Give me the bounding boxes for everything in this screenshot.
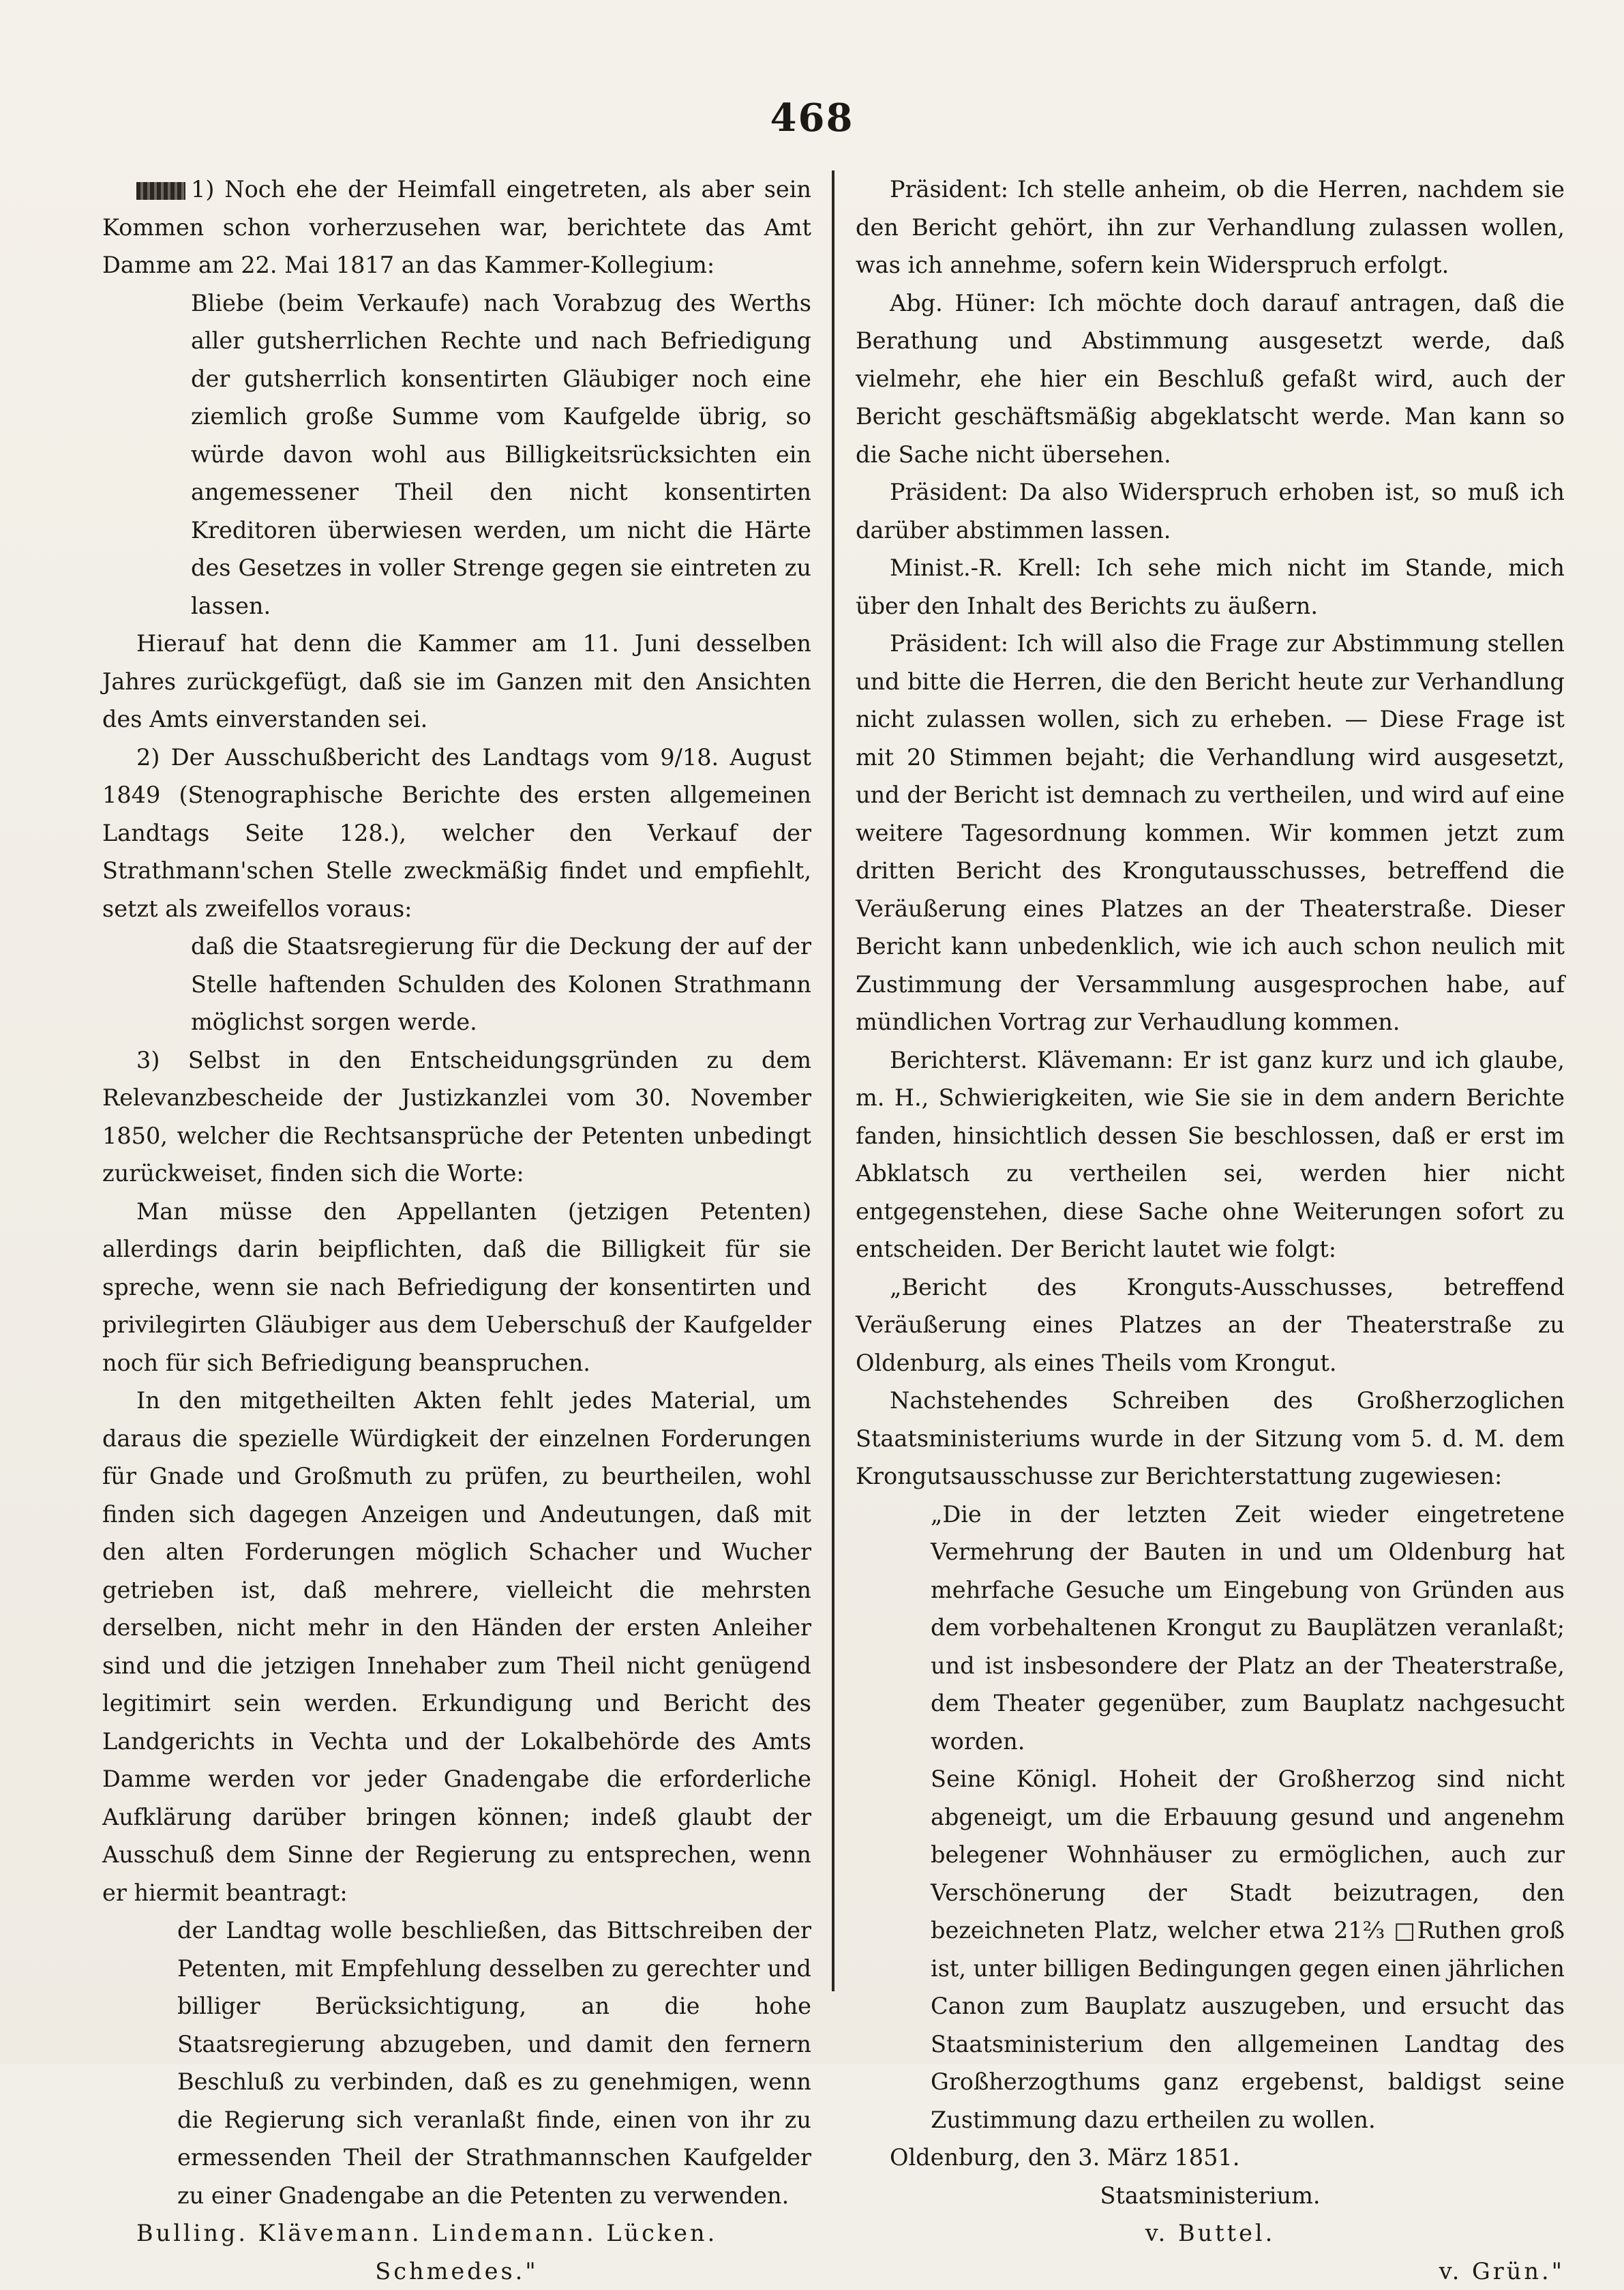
speech-paragraph: Berichterst. Klävemann: Er ist ganz kurz und ich glaube, m. H., Schwierigkeiten, wie Sie sie in dem andern Berichte fanden, hinsichtlich dessen Sie beschlossen, daß er erst im Abklatsch zu vertheilen sei, werden hier nicht entgegenstehen, diese Sache ohne Weiterungen sofort zu entscheiden. Der Bericht lautet wie folgt: xyxy=(856,1041,1565,1268)
paragraph: Nachstehendes Schreiben des Großherzoglichen Staatsministeriums wurde in der Sitzung vom 5. d. M. dem Krongutsausschusse zur Berichterstattung zugewiesen: xyxy=(856,1382,1565,1496)
quote: der Landtag wolle beschließen, das Bittschreiben der Petenten, mit Empfehlung desselben zu gerechter und billiger Berücksichtigung, an die hohe Staatsregierung abzugeben, und damit den fernern Beschluß zu verbinden, daß es zu genehmigen, wenn die Regierung sich veranlaßt finde, einen von ihr zu ermessenden Theil der Strathmannschen Kaufgelder zu einer Gnadengabe an die Petenten zu verwenden. xyxy=(102,1912,811,2214)
left-column xyxy=(102,170,811,2290)
report-title: „Bericht des Kronguts-Ausschusses, betreffend Veräußerung eines Platzes an der Theaterstraße zu Oldenburg, als eines Theils vom Krongut. xyxy=(856,1268,1565,1382)
column-divider xyxy=(832,170,834,1991)
speech-paragraph: Abg. Hüner: Ich möchte doch darauf antragen, daß die Berathung und Abstimmung ausgesetzt werde, daß vielmehr, ehe hier ein Beschluß gefaßt wird, auch der Bericht geschäftsmäßig abgeklatscht werde. Man kann so die Sache nicht übersehen. xyxy=(856,284,1565,474)
paragraph: Hierauf hat denn die Kammer am 11. Juni desselben Jahres zurückgefügt, daß sie im Ganzen mit den Ansichten des Amts einverstanden sei. xyxy=(102,625,811,739)
paragraph: 2) Der Ausschußbericht des Landtags vom 9/18. August 1849 (Stenographische Berichte des ersten allgemeinen Landtags Seite 128.), welcher den Verkauf der Strathmann'schen Stelle zweckmäßig findet und empfiehlt, setzt als zweifellos voraus: xyxy=(102,739,811,928)
speech-paragraph: Präsident: Ich stelle anheim, ob die Herren, nachdem sie den Bericht gehört, ihn zur Verhandlung zulassen wollen, was ich annehme, sofern kein Widerspruch erfolgt. xyxy=(856,170,1565,284)
letter-paragraph: Seine Königl. Hoheit der Großherzog sind nicht abgeneigt, um die Erbauung gesund und angenehm belegener Wohnhäuser zu ermöglichen, auch zur Verschönerung der Stadt beizutragen, den bezeichneten Platz, welcher etwa 21⅔ □Ruthen groß ist, unter billigen Bedingungen gegen einen jährlichen Canon zum Bauplatz auszugeben, und ersucht das Staatsministerium den allgemeinen Landtag des Großherzogthums ganz ergebenst, baldigst seine Zustimmung dazu ertheilen zu wollen. xyxy=(856,1760,1565,2139)
quote: Bliebe (beim Verkaufe) nach Vorabzug des Werths aller gutsherrlichen Rechte und nach Befriedigung der gutsherrlich konsentirten Gläubiger noch eine ziemlich große Summe vom Kaufgelde übrig, so würde davon wohl aus Billigkeitsrücksichten ein angemessener Theil den nicht konsentirten Kreditoren überwiesen werden, um nicht die Härte des Gesetzes in voller Strenge gegen sie eintreten zu lassen. xyxy=(102,284,811,625)
signatory-last: Schmedes." xyxy=(102,2252,811,2290)
page-number: 468 xyxy=(0,95,1624,140)
letter-sender: Staatsministerium. xyxy=(856,2177,1565,2215)
speech-paragraph: Präsident: Ich will also die Frage zur Abstimmung stellen und bitte die Herren, die den Bericht heute zur Verhandlung nicht zulassen wollen, sich zu erheben. — Diese Frage ist mit 20 Stimmen bejaht; die Verhandlung wird ausgesetzt, und der Bericht ist demnach zu vertheilen, und wird auf eine weitere Tagesordnung kommen. Wir kommen jetzt zum dritten Bericht des Krongutausschusses, betreffend die Veräußerung eines Platzes an der Theaterstraße. Dieser Bericht kann unbedenklich, wie ich auch schon neulich mit Zustimmung der Versammlung ausgesprochen habe, auf mündlichen Vortrag zur Verhaudlung kommen. xyxy=(856,625,1565,1041)
signatories: Bulling. Klävemann. Lindemann. Lücken. xyxy=(102,2214,811,2252)
paragraph: 1) Noch ehe der Heimfall eingetreten, als aber sein Kommen schon vorherzusehen war, berichtete das Amt Damme am 22. Mai 1817 an das Kammer-Kollegium: xyxy=(102,170,811,284)
signatory: v. Buttel. xyxy=(856,2214,1565,2252)
ink-marker-icon xyxy=(136,182,185,200)
quote: daß die Staatsregierung für die Deckung der auf der Stelle haftenden Schulden des Kolonen Strathmann möglichst sorgen werde. xyxy=(102,927,811,1041)
signatory: v. Grün." xyxy=(856,2252,1565,2290)
paragraph: In den mitgetheilten Akten fehlt jedes Material, um daraus die spezielle Würdigkeit der einzelnen Forderungen für Gnade und Großmuth zu prüfen, zu beurtheilen, wohl finden sich dagegen Anzeigen und Andeutungen, daß mit den alten Forderungen möglich Schacher und Wucher getrieben ist, daß mehrere, vielleicht die mehrsten derselben, nicht mehr in den Händen der ersten Anleiher sind und die jetzigen Innehaber zum Theil nicht genügend legitimirt sein werden. Erkundigung und Bericht des Landgerichts in Vechta und der Lokalbehörde des Amts Damme werden vor jeder Gnadengabe die erforderliche Aufklärung darüber bringen können; indeß glaubt der Ausschuß dem Sinne der Regierung zu entsprechen, wenn er hiermit beantragt: xyxy=(102,1382,811,1912)
quote: Man müsse den Appellanten (jetzigen Petenten) allerdings darin beipflichten, daß die Billigkeit für sie spreche, wenn sie nach Befriedigung der konsentirten und privilegirten Gläubiger aus dem Ueberschuß der Kaufgelder noch für sich Befriedigung beanspruchen. xyxy=(102,1193,811,1382)
letter-date: Oldenburg, den 3. März 1851. xyxy=(856,2139,1565,2177)
paragraph: 3) Selbst in den Entscheidungsgründen zu dem Relevanzbescheide der Justizkanzlei vom 30. November 1850, welcher die Rechtsansprüche der Petenten unbedingt zurückweiset, finden sich die Worte: xyxy=(102,1041,811,1193)
right-column xyxy=(856,170,1565,2290)
speech-paragraph: Präsident: Da also Widerspruch erhoben ist, so muß ich darüber abstimmen lassen. xyxy=(856,473,1565,549)
speech-paragraph: Minist.-R. Krell: Ich sehe mich nicht im Stande, mich über den Inhalt des Berichts zu äußern. xyxy=(856,549,1565,625)
letter-paragraph: „Die in der letzten Zeit wieder eingetretene Vermehrung der Bauten in und um Oldenburg hat mehrfache Gesuche um Eingebung von Gründen aus dem vorbehaltenen Krongut zu Bauplätzen veranlaßt; und ist insbesondere der Platz an der Theaterstraße, dem Theater gegenüber, zum Bauplatz nachgesucht worden. xyxy=(856,1496,1565,1761)
